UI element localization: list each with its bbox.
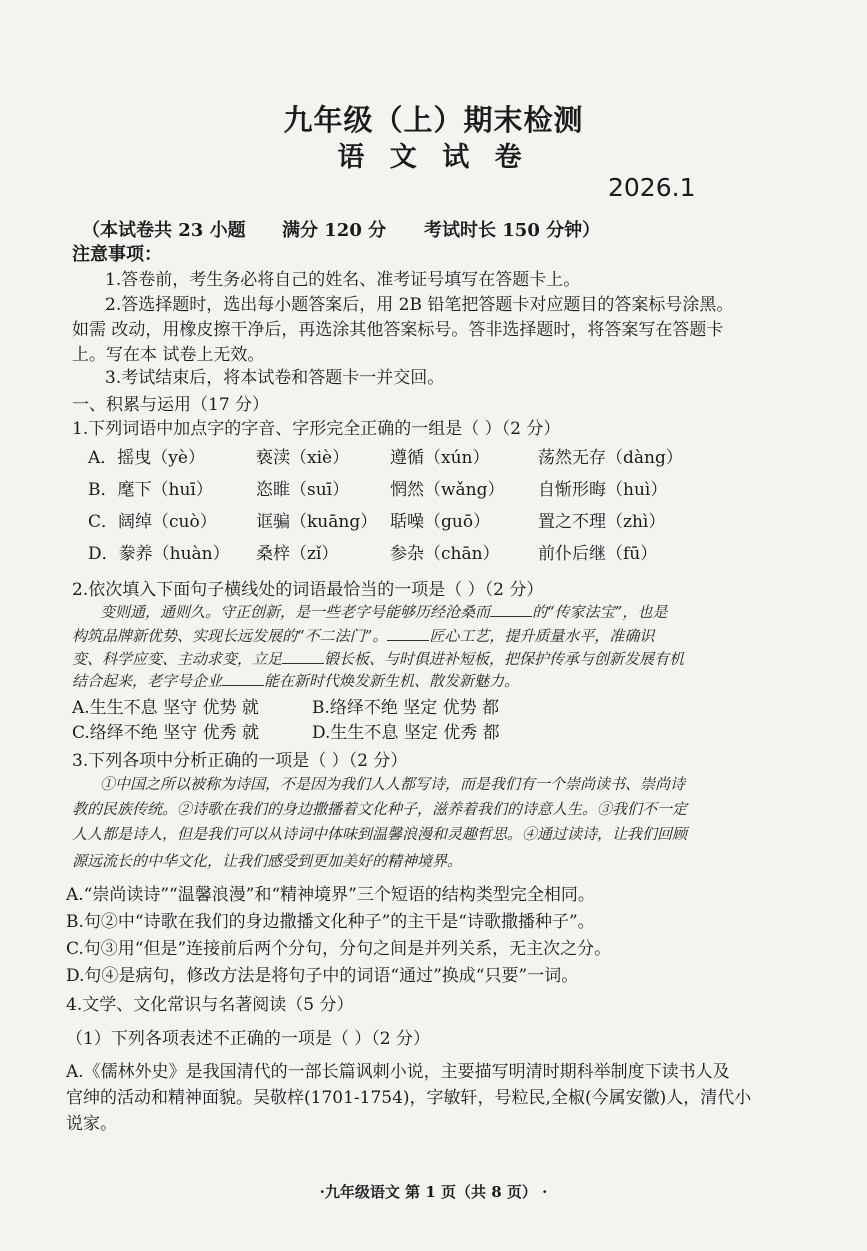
- q2-text-4a: 结合起来，老字号企业: [72, 672, 223, 690]
- q2-text-3a: 变、科学应变、主动求变，立足: [72, 650, 283, 668]
- q2-passage-line-3: [72, 648, 684, 669]
- info-full-score: 满分 120 分: [282, 220, 387, 241]
- q2-text-1b: 的“传家法宝”，也是: [532, 603, 668, 621]
- q2-option-d: D.生生不息 坚定 优秀 都: [312, 723, 500, 743]
- info-question-count: （本试卷共 23 小题: [82, 220, 246, 241]
- q4-stem: 4.文学、文化常识与名著阅读（5 分）: [66, 995, 354, 1015]
- q1-row-d-4: 前仆后继（fū）: [538, 544, 658, 564]
- q3-passage-2: 教的民族传统。②诗歌在我们的身边撒播着文化种子，滋养着我们的诗意人生。③我们不一定: [72, 800, 688, 818]
- q1-stem: 1.下列词语中加点字的字音、字形完全正确的一组是（ ）（2 分）: [72, 419, 561, 439]
- page-footer: ·九年级语文 第 1 页（共 8 页） ·: [319, 1183, 548, 1201]
- notice-item-1: 1.答卷前，考生务必将自己的姓名、准考证号填写在答题卡上。: [105, 270, 581, 290]
- exam-date: 2026.1: [608, 173, 696, 202]
- exam-subtitle: 语 文 试 卷: [337, 142, 530, 173]
- q1-row-a-2: 亵渎（xiè）: [256, 448, 350, 468]
- q4-option-a-line-3: 说家。: [66, 1114, 117, 1134]
- q2-option-c: C.络绎不绝 坚守 优秀 就: [72, 723, 260, 743]
- q1-row-b-1: B．麾下（huī）: [88, 480, 213, 500]
- q1-row-b-2: 恣睢（suī）: [256, 480, 350, 500]
- q2-text-2b: 匠心工艺，提升质量水平，准确识: [429, 627, 655, 645]
- notice-heading: 注意事项：: [72, 244, 162, 265]
- q1-row-c-1: C．阔绰（cuò）: [88, 512, 217, 532]
- notice-item-3: 3.考试结束后，将本试卷和答题卡一并交回。: [105, 368, 445, 388]
- q2-blank-3: [282, 649, 324, 664]
- q1-row-c-4: 置之不理（zhì）: [538, 512, 666, 532]
- q4-sub-1-stem: （1）下列各项表述不正确的一项是（ ）（2 分）: [66, 1029, 430, 1049]
- q2-text-3b: 锻长板、与时俱进补短板，把保护传承与创新发展有机: [324, 650, 685, 668]
- q3-passage-1: ①中国之所以被称为诗国，不是因为我们人人都写诗，而是我们有一个崇尚读书、崇尚诗: [100, 775, 686, 793]
- q1-row-a-4: 荡然无存（dàng）: [538, 448, 683, 468]
- q1-row-d-1: D．豢养（huàn）: [88, 544, 230, 564]
- q3-stem: 3.下列各项中分析正确的一项是（ ）（2 分）: [72, 751, 408, 771]
- q2-stem: 2.依次填入下面句子横线处的词语最恰当的一项是（ ）（2 分）: [72, 580, 544, 600]
- q3-option-c: C.句③用“但是”连接前后两个分句，分句之间是并列关系，无主次之分。: [66, 939, 612, 959]
- q1-row-c-3: 聒噪（guō）: [390, 512, 491, 532]
- q2-option-b: B.络绎不绝 坚定 优势 都: [312, 698, 500, 718]
- q2-blank-1: [490, 602, 532, 617]
- exam-title: 九年级（上）期末检测: [283, 103, 584, 137]
- q1-row-a-3: 遵循（xún）: [390, 448, 490, 468]
- q2-passage-line-4: [72, 670, 519, 691]
- q1-row-a-1: A．摇曳（yè）: [88, 448, 205, 468]
- q1-row-b-4: 自惭形晦（huì）: [538, 480, 668, 500]
- q2-text-2a: 构筑品牌新优势、实现长远发展的“不二法门”。: [72, 627, 388, 645]
- notice-item-2a: 2.答选择题时，选出每小题答案后，用 2B 铅笔把答题卡对应题目的答案标号涂黑。: [105, 295, 734, 315]
- notice-item-2b: 如需 改动，用橡皮擦干净后，再选涂其他答案标号。答非选择题时，将答案写在答题卡: [72, 320, 724, 340]
- q4-option-a-line-2: 官绅的活动和精神面貌。吴敬梓(1701-1754)，字敏轩，号粒民,全椒(今属安徽)人，清代小: [66, 1088, 752, 1108]
- info-duration: 考试时长 150 分钟）: [424, 220, 601, 241]
- q2-option-a: A.生生不息 坚守 优势 就: [72, 698, 259, 718]
- q2-passage-line-1: [100, 601, 667, 622]
- q2-passage-line-2: [72, 625, 654, 646]
- q1-row-d-2: 桑梓（zǐ）: [256, 544, 339, 564]
- q1-row-d-3: 参杂（chān）: [390, 544, 500, 564]
- q3-option-b: B.句②中“诗歌在我们的身边撒播文化种子”的主干是“诗歌撒播种子”。: [66, 912, 595, 932]
- q3-passage-4: 源远流长的中华文化，让我们感受到更加美好的精神境界。: [72, 852, 463, 870]
- q4-option-a-line-1: A.《儒林外史》是我国清代的一部长篇讽刺小说，主要描写明清时期科举制度下读书人及: [66, 1062, 730, 1082]
- q2-text-1a: 变则通，通则久。守正创新，是一些老字号能够历经沧桑而: [100, 603, 491, 621]
- q3-passage-3: 人人都是诗人，但是我们可以从诗词中体味到温馨浪漫和灵趣哲思。④通过读诗，让我们回顾: [72, 825, 688, 843]
- section-1-heading: 一、积累与运用（17 分）: [72, 395, 270, 415]
- q2-text-4b: 能在新时代焕发新生机、散发新魅力。: [264, 672, 520, 690]
- q2-blank-2: [387, 626, 429, 641]
- q1-row-b-3: 惘然（wǎng）: [390, 480, 505, 500]
- q2-blank-4: [222, 671, 264, 686]
- q3-option-a: A.“崇尚读诗”“温馨浪漫”和“精神境界”三个短语的结构类型完全相同。: [66, 885, 595, 905]
- q1-row-c-2: 诓骗（kuāng）: [256, 512, 378, 532]
- notice-item-2c: 上。写在本 试卷上无效。: [72, 345, 265, 365]
- q3-option-d: D.句④是病句，修改方法是将句子中的词语“通过”换成“只要”一词。: [66, 966, 579, 986]
